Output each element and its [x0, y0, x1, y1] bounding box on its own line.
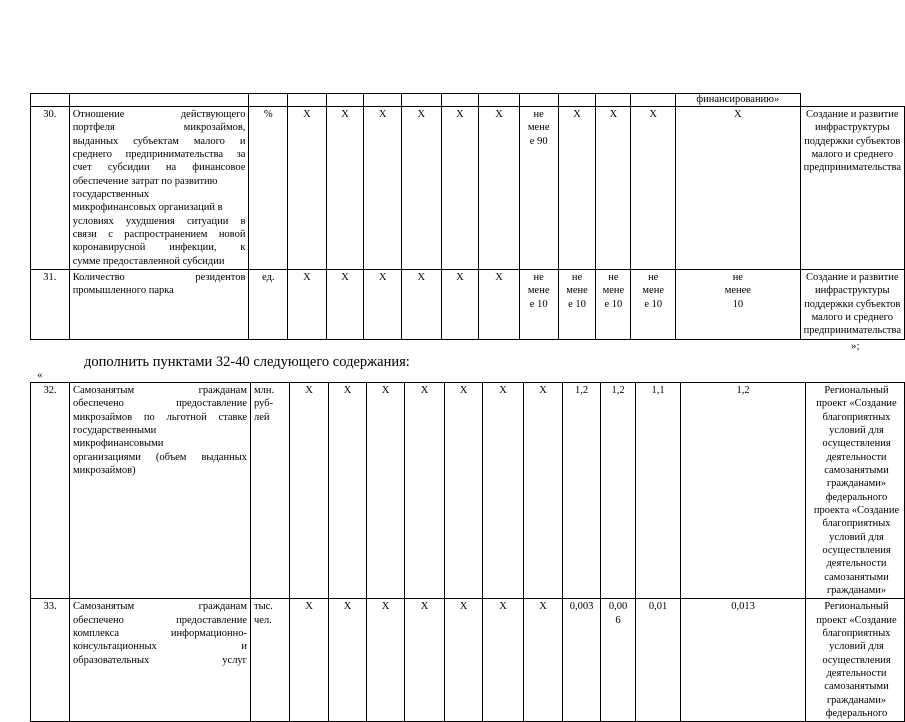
value-cell: не мене е 10: [631, 270, 676, 340]
indicator-name: Количество резидентов промышленного парка: [69, 270, 249, 340]
value-cell: Х: [445, 383, 483, 599]
instruction-text: дополнить пунктами 32-40 следующего содержания:: [84, 354, 410, 370]
value-cell: Х: [524, 599, 563, 722]
value-cell: Х: [445, 599, 483, 722]
value-cell: Х: [479, 270, 520, 340]
value-cell: 0,00 6: [601, 599, 636, 722]
value-cell: не мене е 90: [519, 107, 558, 270]
value-cell: Х: [558, 107, 596, 270]
row-number: 32.: [31, 383, 70, 599]
table-row: [31, 599, 905, 722]
row-number: 30.: [31, 107, 70, 270]
value-cell: Х: [441, 270, 479, 340]
indicators-table-bottom: [30, 382, 905, 722]
table-row: [31, 94, 905, 107]
value-cell: Х: [441, 107, 479, 270]
value-cell: Х: [329, 383, 367, 599]
value-cell: Х: [524, 383, 563, 599]
source-cell: Создание и развитие инфраструктуры поддержки субъектов малого и среднего предпринимательства: [800, 107, 904, 270]
value-cell: Х: [402, 270, 442, 340]
row-number: 33.: [31, 599, 70, 722]
row-number: 31.: [31, 270, 70, 340]
value-cell: 0,003: [563, 599, 601, 722]
source-cell: Региональный проект «Создание благоприятных условий для осуществления деятельности самозанятыми гражданами» федерального проекта «Создание благоприятных условий для осуществления деятельности самозанятыми гражданами»: [806, 383, 905, 599]
value-cell: не менее 10: [676, 270, 801, 340]
value-cell: Х: [290, 383, 329, 599]
unit-cell: %: [249, 107, 288, 270]
value-cell: не мене е 10: [596, 270, 631, 340]
value-cell: Х: [364, 107, 402, 270]
value-cell: Х: [405, 383, 445, 599]
value-cell: Х: [290, 599, 329, 722]
value-cell: Х: [479, 107, 520, 270]
indicator-name: Отношение действующего портфеля микрозаймов, выданных субъектам малого и среднего предпринимательства за счет субсидии на финансовое обеспечение затрат по развитию государственных микрофинансовых организаций в условиях ухудшения ситуации в связи с распространением новой коронавирусной инфекции, к сумме предоставленной субсидии: [69, 107, 249, 270]
unit-cell: млн. руб- лей: [251, 383, 290, 599]
value-cell: Х: [631, 107, 676, 270]
value-cell: Х: [288, 270, 327, 340]
value-cell: Х: [402, 107, 442, 270]
value-cell: 1,1: [636, 383, 681, 599]
value-cell: Х: [326, 270, 364, 340]
value-cell: не мене е 10: [558, 270, 596, 340]
value-cell: 1,2: [681, 383, 806, 599]
unit-cell: тыс. чел.: [251, 599, 290, 722]
table-row: [31, 270, 905, 340]
closing-quote: »;: [851, 340, 860, 352]
value-cell: Х: [288, 107, 327, 270]
value-cell: Х: [326, 107, 364, 270]
source-cell: Создание и развитие инфраструктуры поддержки субъектов малого и среднего предпринимательства: [800, 270, 904, 340]
value-cell: Х: [329, 599, 367, 722]
value-cell: Х: [367, 599, 405, 722]
value-cell: Х: [596, 107, 631, 270]
table-row: [31, 107, 905, 270]
value-cell: 0,013: [681, 599, 806, 722]
source-cell: Региональный проект «Создание благоприятных условий для осуществления деятельности самозанятыми гражданами» федерального: [806, 599, 905, 722]
source-cell: финансированию»: [676, 94, 801, 107]
unit-cell: ед.: [249, 270, 288, 340]
value-cell: Х: [676, 107, 801, 270]
indicator-name: Самозанятым гражданам обеспечено предоставление комплекса информационно- консультационных и образовательных услуг: [70, 599, 251, 722]
indicators-table-top: [30, 93, 905, 340]
value-cell: Х: [483, 599, 524, 722]
value-cell: 1,2: [563, 383, 601, 599]
opening-quote: «: [37, 369, 43, 381]
value-cell: Х: [364, 270, 402, 340]
value-cell: Х: [483, 383, 524, 599]
value-cell: Х: [405, 599, 445, 722]
indicator-name: Самозанятым гражданам обеспечено предоставление микрозаймов по льготной ставке государственными микрофинансовыми организациями (объем выданных микрозаймов): [70, 383, 251, 599]
value-cell: 1,2: [601, 383, 636, 599]
table-row: [31, 383, 905, 599]
value-cell: 0,01: [636, 599, 681, 722]
value-cell: не мене е 10: [519, 270, 558, 340]
value-cell: Х: [367, 383, 405, 599]
